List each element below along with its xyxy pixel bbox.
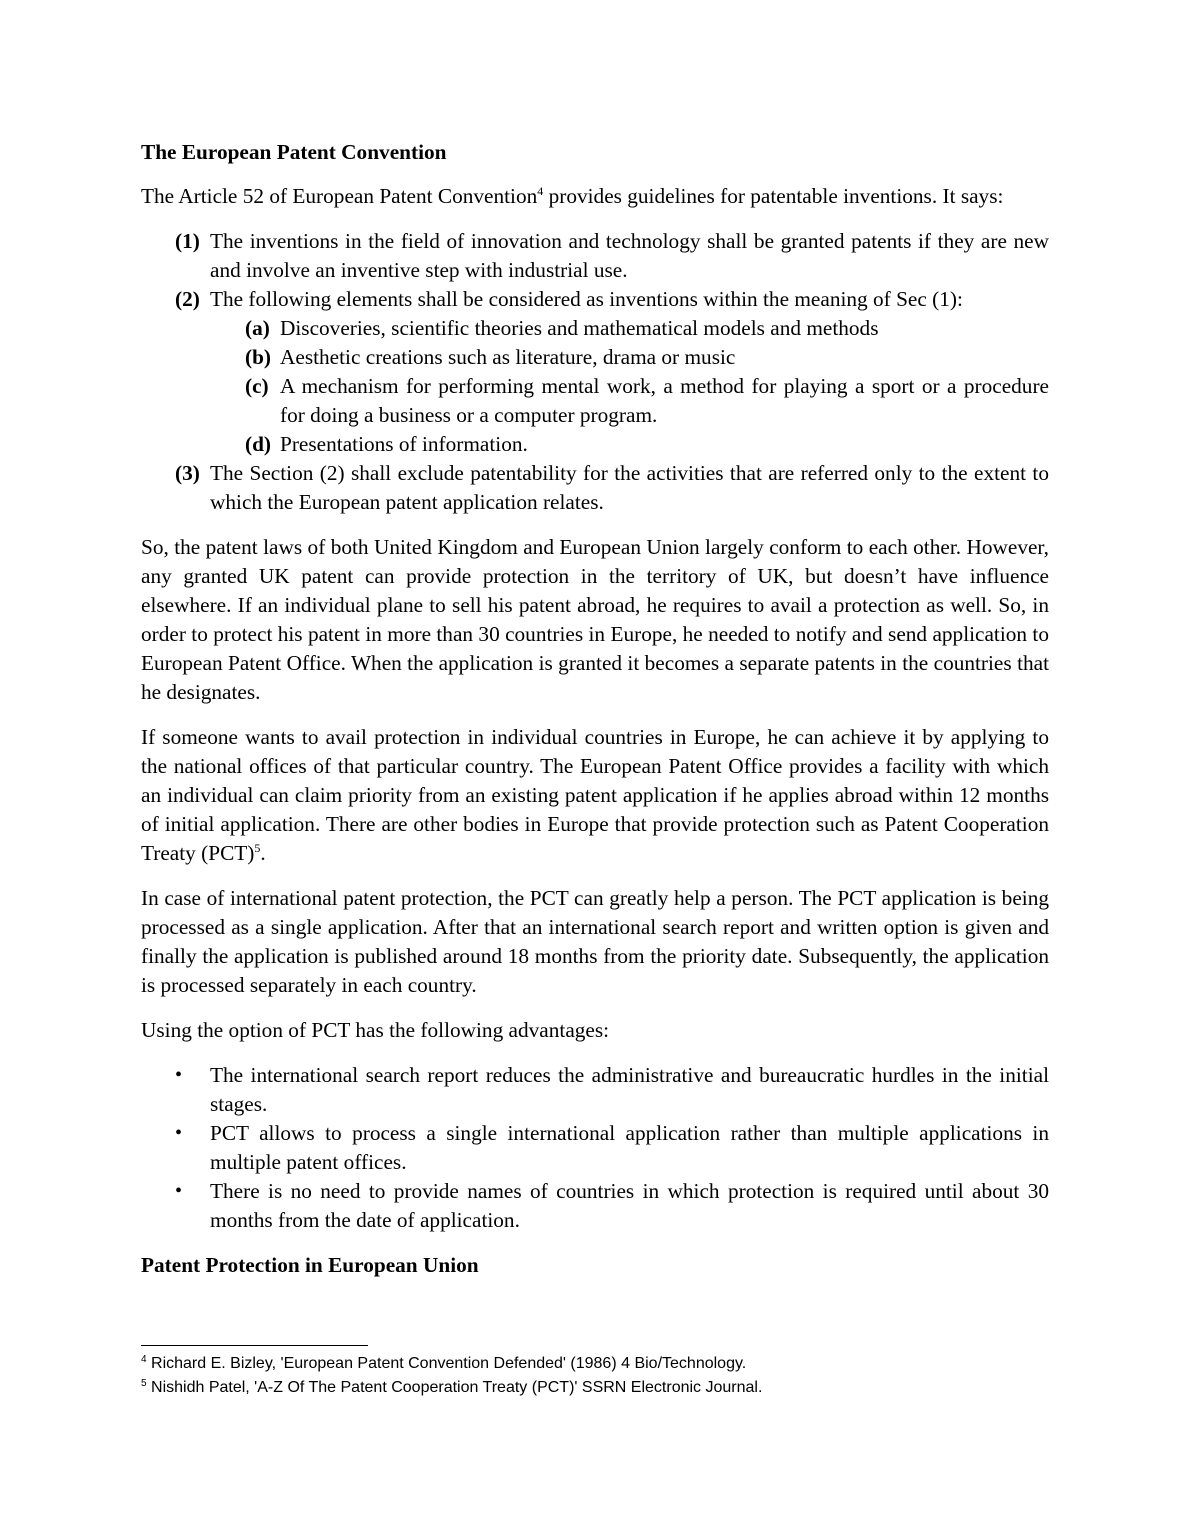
sub-list-item: (a) Discoveries, scientific theories and mathematical models and methods [245,316,879,340]
bullet-icon: • [175,1064,183,1086]
paragraph-advantages-intro: Using the option of PCT has the following advantages: [141,1018,610,1042]
article-list [141,227,1049,517]
footnote-ref-4[interactable]: 4 [537,184,544,198]
list-item: (2) The following elements shall be considered as inventions within the meaning of Sec (1): [175,287,963,311]
footnote-ref-5[interactable]: 5 [254,841,261,855]
list-item: (3) The Section (2) shall exclude patentability for the activities that are referred only to the extent to which the European patent application relates. [175,461,1049,514]
sub-list-item: (c) A mechanism for performing mental work, a method for playing a sport or a procedure for doing a business or a computer program. [245,374,1049,427]
footnote-separator [141,1345,368,1346]
footnote: $^4$ Richard E. Bizley, 'European Patent Convention Defended' (1986) 4 Bio/Technology. [141,1354,747,1372]
paragraph-pct: In case of international patent protection, the PCT can greatly help a person. The PCT application is being processed as a single application. After that an international search report and written option is given and finally the application is published around 18 months from the priority date. Subsequently, the application is processed separately in each country. [141,886,1049,997]
list-item: • There is no need to provide names of countries in which protection is required until about 30 months from the date of application. [141,1177,1049,1235]
section-heading-epc: The European Patent Convention [141,140,447,164]
body-text [141,138,1049,1295]
bullet-icon: • [175,1180,183,1202]
section-heading-eu: Patent Protection in European Union [141,1253,479,1277]
footnotes [141,1352,1049,1400]
bullet-icon: • [175,1122,183,1144]
list-item: • The international search report reduces the administrative and bureaucratic hurdles in the initial stages. [141,1061,1049,1119]
sub-list-item: (b) Aesthetic creations such as literature, drama or music [245,345,736,369]
list-item: • PCT allows to process a single international application rather than multiple applications in multiple patent offices. [141,1119,1049,1177]
paragraph-uk-eu: So, the patent laws of both United Kingdom and European Union largely conform to each other. However, any granted UK patent can provide protection in the territory of UK, but doesn’t have influence elsewhere. If an individual plane to sell his patent abroad, he requires to avail a protection as well. So, in order to protect his patent in more than 30 countries in Europe, he needed to notify and send application to European Patent Office. When the application is granted it becomes a separate patents in the countries that he designates. [141,535,1049,704]
list-item: (1) The inventions in the field of innovation and technology shall be granted patents if they are new and involve an inventive step with industrial use. [175,229,1049,282]
advantages-list [141,1061,1049,1235]
footnote: $^5$ Nishidh Patel, 'A-Z Of The Patent Cooperation Treaty (PCT)' SSRN Electronic Journal. [141,1378,763,1396]
intro-paragraph: The Article 52 of European Patent Convention$^4$ provides guidelines for patentable inventions. It says: [141,184,1004,208]
paragraph-national-offices: If someone wants to avail protection in individual countries in Europe, he can achieve it by applying to the national offices of that particular country. The European Patent Office provides a facility with which an individual can claim priority from an existing patent application if he applies abroad within 12 months of initial application. There are other bodies in Europe that provide protection such as Patent Cooperation Treaty (PCT)$^5$. [141,725,1049,865]
sub-list-item: (d) Presentations of information. [245,432,528,456]
